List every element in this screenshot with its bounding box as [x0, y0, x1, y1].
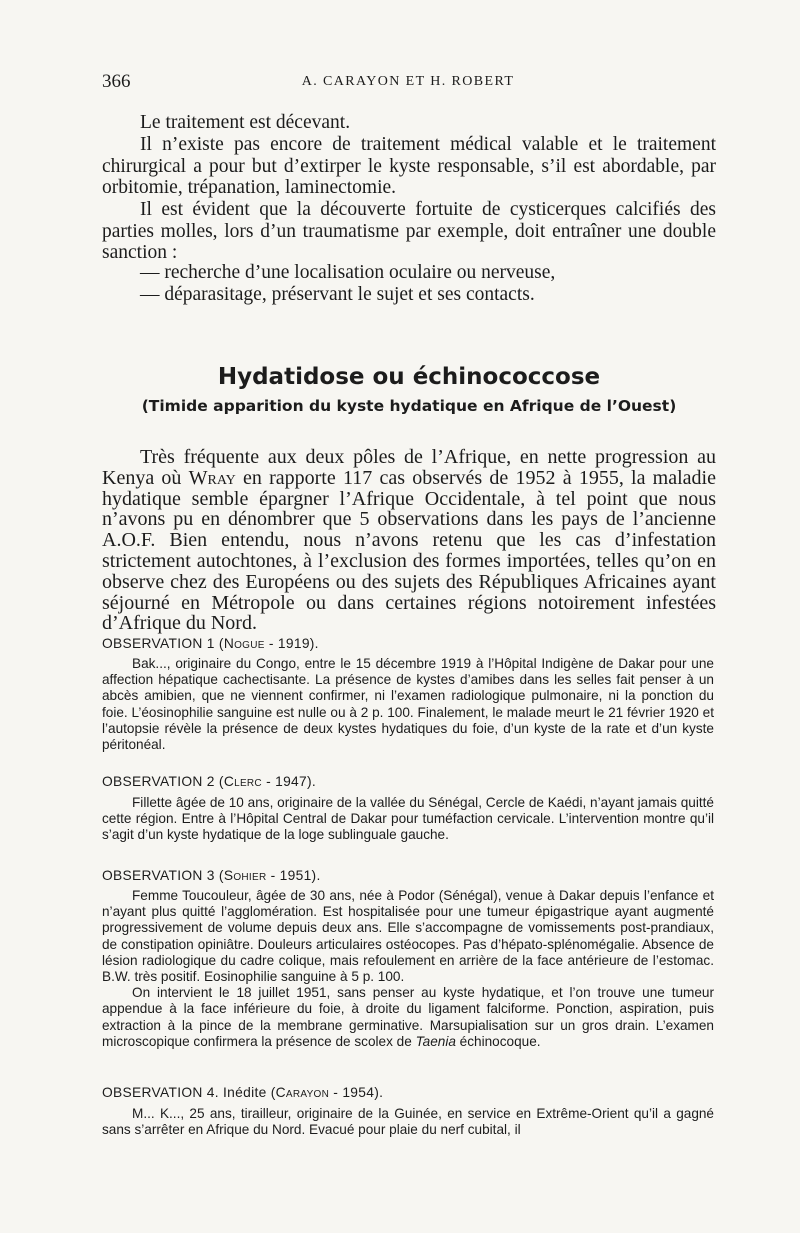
observation-2-text: [102, 795, 714, 844]
taxon-name: Taenia: [415, 1033, 456, 1049]
intro-paragraph-1: Le traitement est décevant.: [140, 112, 351, 133]
main-paragraph-part-1: Très fréquente aux deux pôles de l’Afrique, en nette progression au Kenya où: [102, 446, 716, 489]
observation-author: Sohier: [223, 868, 267, 883]
observation-3-text-continued: [102, 985, 714, 1050]
observation-author: Clerc: [223, 774, 262, 789]
observation-body: M... K..., 25 ans, tirailleur, originaire de la Guinée, en service en Extrême-Orient qu’il a gagné sans s’arrêter en Afrique du Nord. Evacué pour plaie du nerf cubital, il: [102, 1106, 714, 1138]
observation-label: OBSERVATION 1 (: [102, 636, 224, 651]
observation-author: Nogue: [223, 636, 265, 651]
page-number: 366: [102, 71, 131, 92]
running-head: A. CARAYON ET H. ROBERT: [301, 74, 515, 89]
observation-year: - 1919).: [264, 636, 319, 651]
observation-year: - 1951).: [266, 868, 321, 883]
observation-year: - 1947).: [261, 774, 317, 789]
section-title: Hydatidose ou échinococcose: [217, 364, 601, 390]
observation-1-heading: [102, 636, 319, 651]
main-paragraph: [102, 447, 716, 634]
observation-body-part: On intervient le 18 juillet 1951, sans penser au kyste hydatique, et l’on trouve une tumeur appendue à la face inférieure du foie, à droite du ligament falciforme. Ponction, aspiration, puis extraction à la pince de la membrane germinative. Marsupialisation sur un gros drain. L’examen microscopique confirmera la présence de scolex de: [102, 985, 714, 1049]
intro-dash-item-1: — recherche d’une localisation oculaire ou nerveuse,: [140, 262, 556, 283]
observation-2-heading: [102, 774, 316, 789]
observation-4-text: [102, 1106, 714, 1138]
observation-3-text: [102, 888, 714, 1050]
main-paragraph-part-2: en rapporte 117 cas observés de 1952 à 1955, la maladie hydatique semble épargner l’Afrique Occidentale, à tel point que nous n’avons pu en dénombrer que 5 observations dans les pays de l’ancienne A.O.F. Bien entendu, nous n’avons retenu que les cas d’infestation strictement autochtones, à l’exclusion des formes importées, telles qu’on en observe chez des Européens ou des sujets des Républiques Africaines ayant séjourné en Métropole ou dans certaines régions notoirement infestées d’Afrique du Nord.: [102, 466, 716, 635]
observation-body: Bak..., originaire du Congo, entre le 15 décembre 1919 à l’Hôpital Indigène de Dakar pour une affection hépatique cachectisante. La présence de kystes d’amibes dans les selles fait penser à un abcès amibien, que ne viennent confirmer, ni l’examen radiologique pulmonaire, ni la ponction du foie. L’éosinophilie sanguine est nulle ou à 2 p. 100. Finalement, le malade meurt le 21 février 1920 et l’autopsie révèle la présence de deux kystes hydatiques du foie, d’un kyste de la rate et d’un kyste péritonéal.: [102, 656, 714, 753]
observation-label: OBSERVATION 4. Inédite (: [102, 1085, 276, 1100]
observation-label: OBSERVATION 3 (: [102, 868, 224, 883]
observation-body: Femme Toucouleur, âgée de 30 ans, née à Podor (Sénégal), venue à Dakar depuis l’enfance et n’ayant plus quitté l’agglomération. Est hospitalisée pour une tumeur épigastrique ayant augmenté progressivement de volume depuis deux ans. Elle s’accompagne de vomissements post-prandiaux, de constipation opiniâtre. Douleurs articulaires ostéocopes. Pas d’hépato-splénomégalie. Absence de lésion radiologique du cadre colique, mais refoulement en arrière de la face antérieure de l’estomac. B.W. très positif. Eosinophilie sanguine à 5 p. 100.: [102, 888, 714, 985]
intro-paragraph-2: Il n’existe pas encore de traitement médical valable et le traitement chirurgical a pour but d’extirper le kyste responsable, s’il est abordable, par orbitomie, trépanation, laminectomie.: [102, 134, 716, 198]
observation-3-heading: [102, 868, 321, 883]
observation-label: OBSERVATION 2 (: [102, 774, 224, 789]
observation-author: Carayon: [275, 1085, 330, 1100]
intro-paragraph-3: Il est évident que la découverte fortuite de cysticerques calcifiés des parties molles, lors d’un traumatisme par exemple, doit entraîner une double sanction :: [102, 199, 716, 263]
section-subtitle: (Timide apparition du kyste hydatique en Afrique de l’Ouest): [141, 397, 677, 415]
page-header: [102, 71, 714, 93]
observation-body-part: échinocoque.: [455, 1033, 541, 1049]
observation-year: - 1954).: [329, 1085, 384, 1100]
observation-4-heading: [102, 1085, 383, 1100]
author-wray: Wray: [188, 466, 236, 489]
observation-1-text: [102, 656, 714, 753]
intro-dash-item-2: — déparasitage, préservant le sujet et ses contacts.: [140, 284, 535, 305]
observation-body: Fillette âgée de 10 ans, originaire de la vallée du Sénégal, Cercle de Kaédi, n’ayant jamais quitté cette région. Entre à l’Hôpital Central de Dakar pour tuméfaction cervicale. L’intervention montre qu’il s’agit d’un kyste hydatique de la loge sublinguale gauche.: [102, 795, 714, 843]
